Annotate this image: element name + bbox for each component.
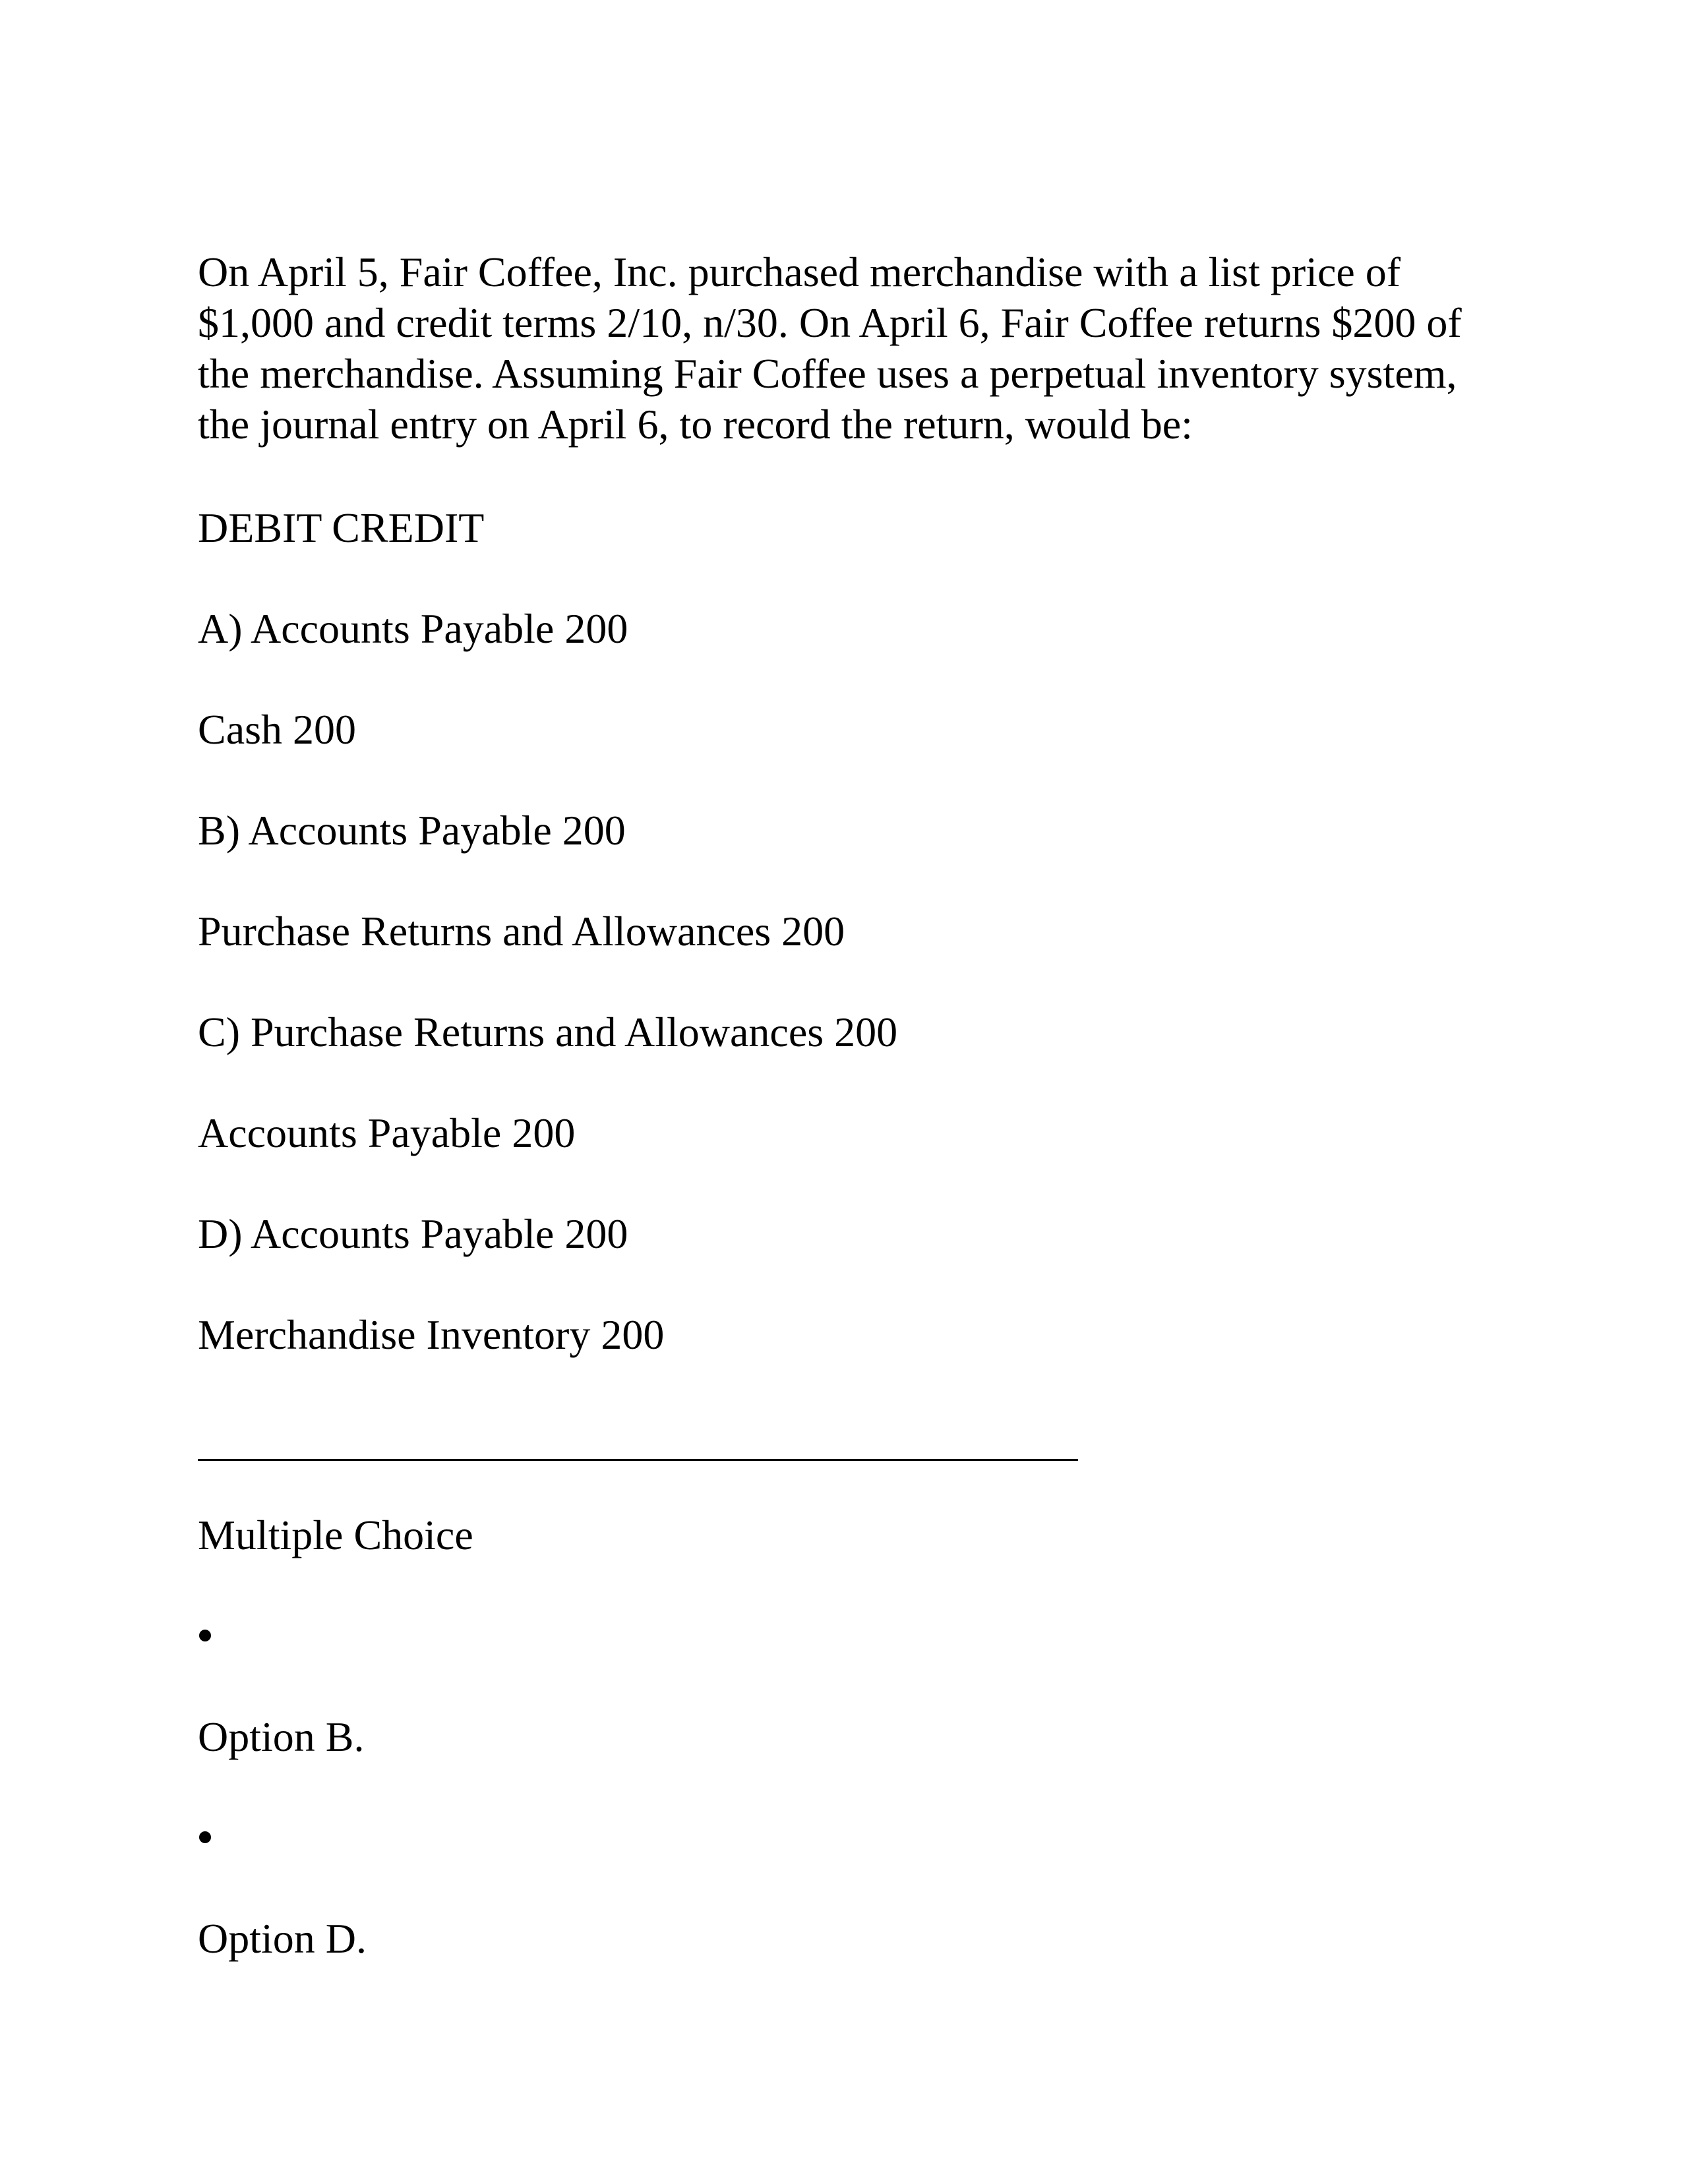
option-d-credit: Merchandise Inventory 200 <box>198 1311 665 1358</box>
answer-choice-1: Option B. <box>198 1713 365 1760</box>
option-a-debit: A) Accounts Payable 200 <box>198 605 628 652</box>
option-d-debit: D) Accounts Payable 200 <box>198 1210 628 1257</box>
bullet-icon <box>199 1630 211 1641</box>
answer-choice-2: Option D. <box>198 1915 367 1962</box>
answer-section-title: Multiple Choice <box>198 1512 473 1558</box>
bullet-icon <box>199 1831 211 1843</box>
question-text: On April 5, Fair Coffee, Inc. purchased merchandise with a list price of $1,000 and credit terms 2/10, n/30. On April 6, Fair Coffee returns $200 of the merchandise. Assuming Fair Coffee uses a perpetual inventory system, the journal entry on April 6, to record the return, would be: <box>198 249 1462 448</box>
divider-line <box>198 1459 1078 1461</box>
option-c-debit: C) Purchase Returns and Allowances 200 <box>198 1009 898 1055</box>
option-c-credit: Accounts Payable 200 <box>198 1109 576 1156</box>
option-b-debit: B) Accounts Payable 200 <box>198 807 626 854</box>
option-b-credit: Purchase Returns and Allowances 200 <box>198 908 845 955</box>
option-a-credit: Cash 200 <box>198 706 356 753</box>
column-header: DEBIT CREDIT <box>198 504 485 551</box>
